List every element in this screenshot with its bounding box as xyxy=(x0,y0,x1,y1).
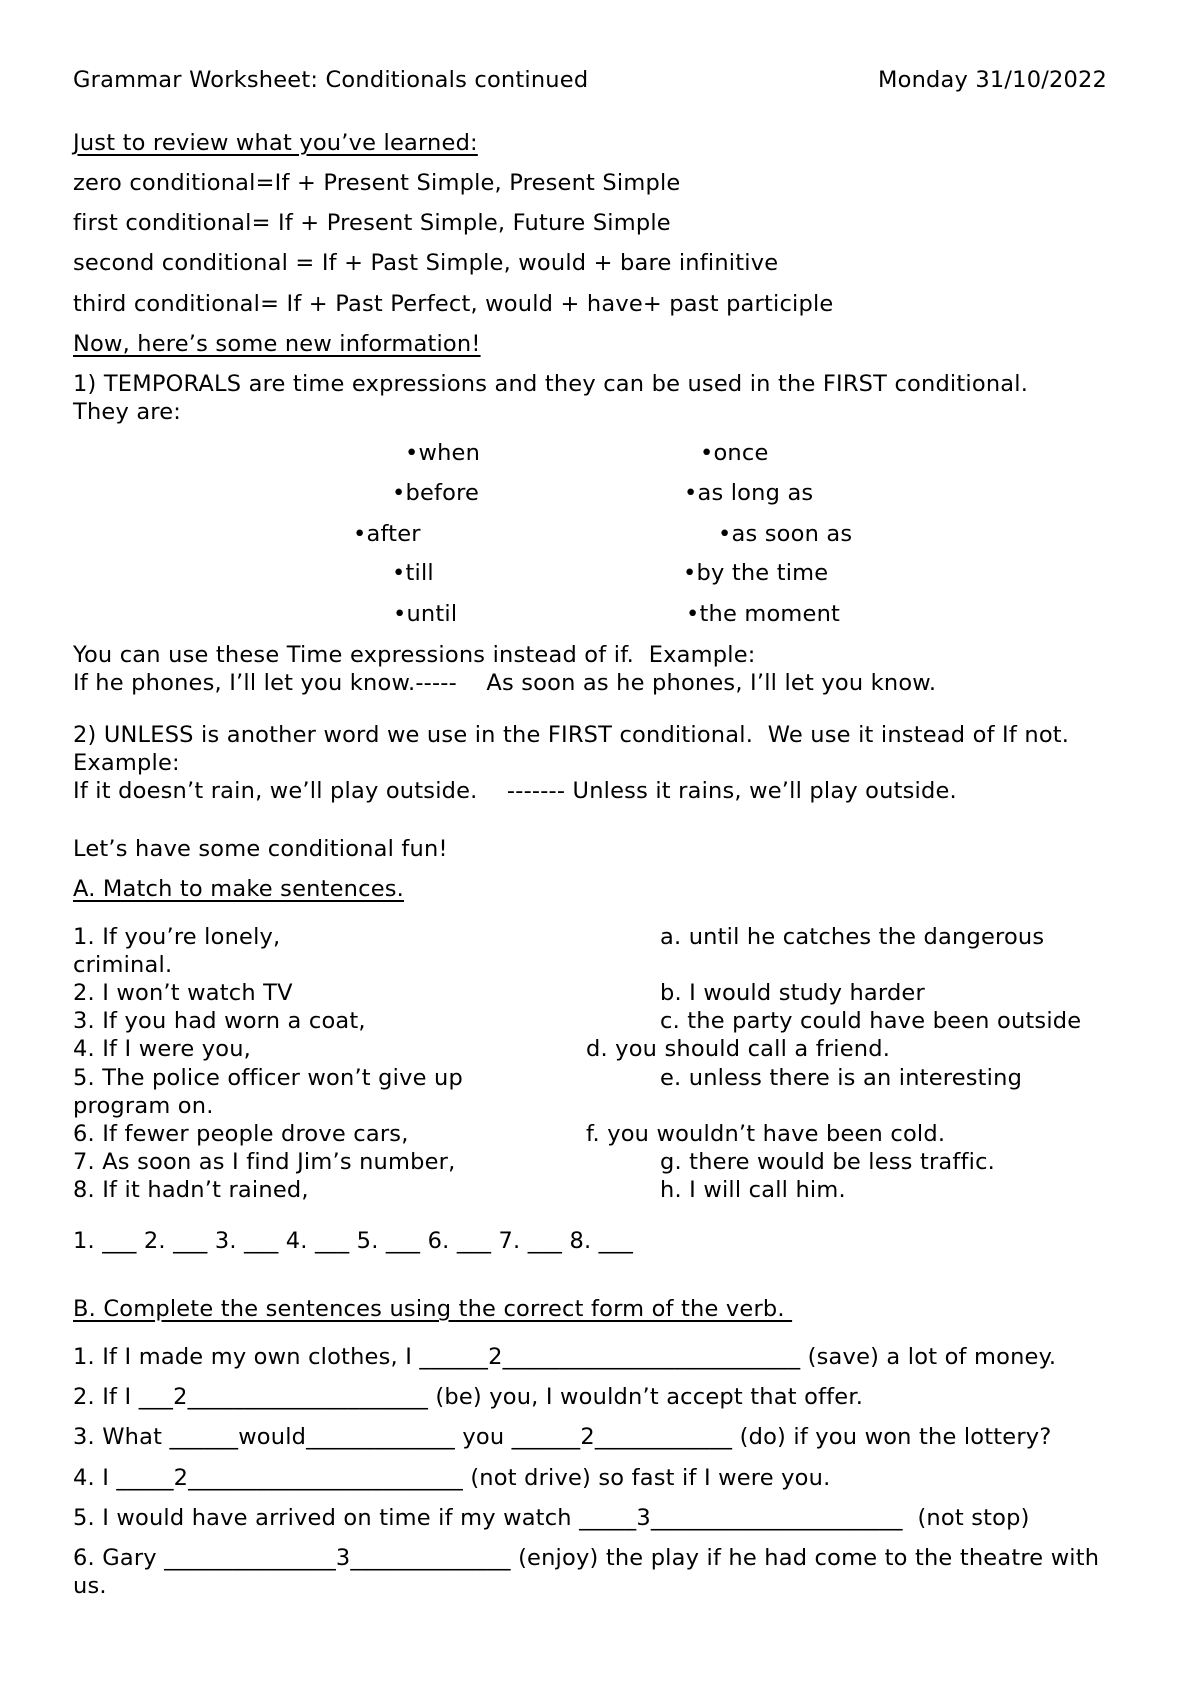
match-left-item: criminal. xyxy=(73,952,173,978)
unless-text: 2) UNLESS is another word we use in the FIRST conditional. We use it instead of If not. xyxy=(73,722,1070,748)
temporal-item: •after xyxy=(353,521,421,547)
review-zero-conditional: zero conditional=If + Present Simple, Present Simple xyxy=(73,170,681,196)
unless-example-label: Example: xyxy=(73,750,180,776)
match-left-item: program on. xyxy=(73,1093,214,1119)
match-right-item: a. until he catches the dangerous xyxy=(660,924,1045,950)
temporal-item: •when xyxy=(405,440,481,466)
review-third-conditional: third conditional= If + Past Perfect, would + have+ past participle xyxy=(73,291,834,317)
match-left-item: 7. As soon as I find Jim’s number, xyxy=(73,1149,456,1175)
match-right-item: e. unless there is an interesting xyxy=(660,1065,1023,1091)
page-title: Grammar Worksheet: Conditionals continued xyxy=(73,67,589,93)
temporals-intro: 1) TEMPORALS are time expressions and they can be used in the FIRST conditional. xyxy=(73,371,1029,397)
temporal-item: •as long as xyxy=(684,480,814,506)
section-b-heading: B. Complete the sentences using the correct form of the verb. xyxy=(73,1296,793,1322)
match-right-item: f. you wouldn’t have been cold. xyxy=(586,1121,946,1147)
review-first-conditional: first conditional= If + Present Simple, Future Simple xyxy=(73,210,671,236)
time-expressions-text: You can use these Time expressions instead of if. Example: xyxy=(73,642,756,668)
exercise-line[interactable]: 4. I _____2________________________ (not drive) so fast if I were you. xyxy=(73,1465,831,1491)
worksheet-date: Monday 31/10/2022 xyxy=(878,67,1108,93)
temporal-item: •till xyxy=(392,560,434,586)
new-info-heading: Now, here’s some new information! xyxy=(73,331,481,357)
match-left-item: 2. I won’t watch TV xyxy=(73,980,293,1006)
match-left-item: 3. If you had worn a coat, xyxy=(73,1008,366,1034)
match-right-item: d. you should call a friend. xyxy=(586,1036,891,1062)
temporal-item: •the moment xyxy=(686,601,841,627)
temporal-item: •before xyxy=(392,480,480,506)
temporal-item: •once xyxy=(700,440,769,466)
exercise-line[interactable]: 1. If I made my own clothes, I ______2__________________________ (save) a lot of money. xyxy=(73,1344,1057,1370)
section-a-heading: A. Match to make sentences. xyxy=(73,876,405,902)
temporal-item: •by the time xyxy=(683,560,829,586)
match-right-item: h. I will call him. xyxy=(660,1177,846,1203)
time-expressions-example: If he phones, I’ll let you know.----- As soon as he phones, I’ll let you know. xyxy=(73,670,937,696)
exercise-line[interactable]: 3. What ______would_____________ you ______2____________ (do) if you won the lottery? xyxy=(73,1424,1052,1450)
temporals-intro-cont: They are: xyxy=(73,399,182,425)
exercise-line-cont: us. xyxy=(73,1573,107,1599)
exercise-line[interactable]: 2. If I ___2_____________________ (be) you, I wouldn’t accept that offer. xyxy=(73,1384,864,1410)
fun-heading: Let’s have some conditional fun! xyxy=(73,836,448,862)
match-right-item: g. there would be less traffic. xyxy=(660,1149,996,1175)
match-left-item: 6. If fewer people drove cars, xyxy=(73,1121,409,1147)
review-second-conditional: second conditional = If + Past Simple, would + bare infinitive xyxy=(73,250,779,276)
match-left-item: 4. If I were you, xyxy=(73,1036,252,1062)
exercise-line[interactable]: 6. Gary _______________3______________ (enjoy) the play if he had come to the theatre with xyxy=(73,1545,1100,1571)
temporal-item: •as soon as xyxy=(718,521,853,547)
match-right-item: b. I would study harder xyxy=(660,980,925,1006)
match-right-item: c. the party could have been outside xyxy=(660,1008,1082,1034)
review-heading: Just to review what you’ve learned: xyxy=(73,130,478,156)
match-left-item: 8. If it hadn’t rained, xyxy=(73,1177,309,1203)
temporal-item: •until xyxy=(393,601,458,627)
match-left-item: 1. If you’re lonely, xyxy=(73,924,281,950)
match-answer-blanks[interactable]: 1. ___ 2. ___ 3. ___ 4. ___ 5. ___ 6. ___ 7. ___ 8. ___ xyxy=(73,1228,634,1254)
unless-example: If it doesn’t rain, we’ll play outside. ------- Unless it rains, we’ll play outside. xyxy=(73,778,957,804)
exercise-line[interactable]: 5. I would have arrived on time if my watch _____3______________________ (not stop) xyxy=(73,1505,1030,1531)
match-left-item: 5. The police officer won’t give up xyxy=(73,1065,463,1091)
